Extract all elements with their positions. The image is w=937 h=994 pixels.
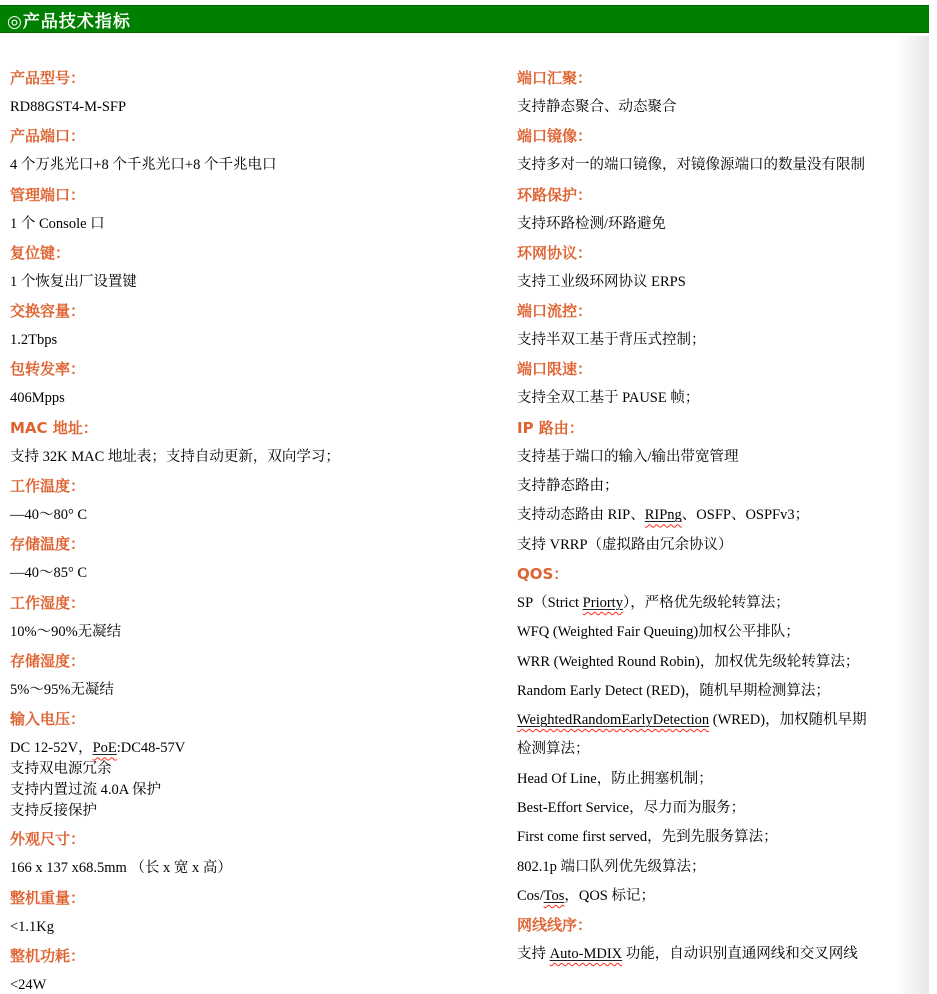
spec-label: 存储湿度： [10,651,86,670]
spec-section [10,712,517,819]
misspelled-word: WeightedRandomEarlyDetection [517,712,710,729]
spec-section [10,185,517,232]
spec-value: —40～80° C [10,507,88,524]
spec-value: 支持动态路由 RIP、RIPng、OSFP、OSPFv3； [517,507,810,524]
spec-value: WeightedRandomEarlyDetection (WRED)，加权随机早期 [517,712,867,729]
spec-value: 802.1p 端口队列优先级算法； [517,858,706,875]
spec-section [10,304,517,348]
spec-value: 支持静态路由； [517,478,619,495]
spec-label: 整机功耗： [10,946,86,965]
spec-label: 产品端口： [10,127,86,146]
spec-value: 支持基于端口的输入/输出带宽管理 [517,448,739,465]
spec-section [517,564,919,904]
spec-section [10,946,517,993]
spec-label: MAC 地址： [10,418,98,437]
spec-label: 端口流控： [517,302,593,321]
spec-value: 支持环路检测/环路避免 [517,215,667,232]
spec-value: 支持内置过流 4.0A 保护 [10,782,162,799]
spec-label: 网线线序： [517,916,593,935]
spec-label: 外观尺寸： [10,830,86,849]
spec-value: 支持 32K MAC 地址表；支持自动更新，双向学习； [10,448,340,465]
spec-value: <24W [10,976,47,993]
spec-value: 支持多对一的端口镜像，对镜像源端口的数量没有限制 [517,157,865,174]
spec-section [517,418,919,553]
spec-section [10,71,517,115]
spec-label: 输入电压： [10,710,86,729]
spec-value: 支持双电源冗余 [10,761,112,778]
misspelled-word: RIPng [644,507,682,524]
spec-section [10,832,517,876]
spec-value: 支持反接保护 [10,803,97,820]
spec-section [10,651,517,698]
spec-value: WFQ (Weighted Fair Queuing)加权公平排队； [517,624,800,641]
spec-section [517,362,919,406]
spec-value: 支持 Auto-MDIX 功能，自动识别直通网线和交叉网线 [517,946,858,963]
spec-value: Head Of Line，防止拥塞机制； [517,770,713,787]
spec-section [517,304,919,348]
spec-label: 产品型号： [10,69,86,87]
spec-section [517,129,919,173]
spec-label: IP 路由： [517,418,584,437]
spec-value: SP（Strict Priorty），严格优先级轮转算法； [517,594,790,611]
misspelled-word: Tos [543,887,565,904]
spec-section [517,918,919,962]
misspelled-word: Priorty [582,594,623,611]
spec-value: First come first served，先到先服务算法； [517,829,778,846]
spec-section [10,537,517,581]
spec-value: 1.2Tbps [10,332,58,349]
spec-value: DC 12-52V，PoE:DC48-57V [10,740,186,757]
spec-value: 10%～90%无凝结 [10,623,122,640]
spec-label: 包转发率： [10,360,86,379]
spec-section [10,888,517,935]
spec-section [10,243,517,290]
spec-value: 1 个恢复出厂设置键 [10,273,137,290]
spec-value: Best-Effort Service，尽力而为服务； [517,800,746,817]
spec-label: 端口汇聚： [517,69,593,87]
spec-label: QOS： [517,564,569,583]
spec-value: 5%～95%无凝结 [10,681,114,698]
spec-value: 支持 VRRP（虚拟路由冗余协议） [517,536,733,553]
spec-section [10,418,517,465]
spec-label: 端口限速： [517,360,593,379]
spec-value: 支持静态聚合、动态聚合 [517,99,677,115]
section-title: ◎产品技术指标 [7,11,131,32]
spec-value: Cos/Tos，QOS 标记； [517,887,655,904]
spec-label: 工作湿度： [10,593,86,612]
spec-value: WRR (Weighted Round Robin)，加权优先级轮转算法； [517,653,860,670]
spec-label: 交换容量： [10,302,86,321]
spec-label: 存储温度： [10,535,86,554]
spec-section [517,71,919,115]
spec-value: 4 个万兆光口+8 个千兆光口+8 个千兆电口 [10,157,277,174]
spec-value: RD88GST4-M-SFP [10,99,127,115]
spec-section [517,243,919,290]
spec-section [10,362,517,406]
spec-label: 工作温度： [10,477,86,496]
spec-value: 检测算法； [517,741,590,758]
spec-section [10,593,517,640]
spec-value: 支持工业级环网协议 ERPS [517,273,686,290]
spec-value: Random Early Detect (RED)，随机早期检测算法； [517,682,830,699]
spec-value: 1 个 Console 口 [10,215,105,232]
spec-section [517,185,919,232]
spec-value: <1.1Kg [10,918,55,935]
misspelled-word: Auto-MDIX [549,946,623,963]
spec-section [10,129,517,173]
right-column [517,71,929,994]
section-header-bar [0,5,929,33]
spec-content [0,57,929,994]
spec-label: 环路保护： [517,185,593,204]
left-column [0,71,517,994]
spec-value: 166 x 137 x68.5mm （长 x 宽 x 高） [10,860,232,877]
spec-label: 端口镜像： [517,127,593,146]
spec-value: —40～85° C [10,565,88,582]
misspelled-word: PoE [92,740,117,757]
spec-section [10,479,517,523]
spec-label: 环网协议： [517,243,593,262]
spec-value: 406Mpps [10,390,65,407]
spec-value: 支持半双工基于背压式控制； [517,332,706,349]
spec-label: 整机重量： [10,888,86,907]
spec-label: 管理端口： [10,185,86,204]
spec-value: 支持全双工基于 PAUSE 帧； [517,390,700,407]
spec-label: 复位键： [10,243,71,262]
